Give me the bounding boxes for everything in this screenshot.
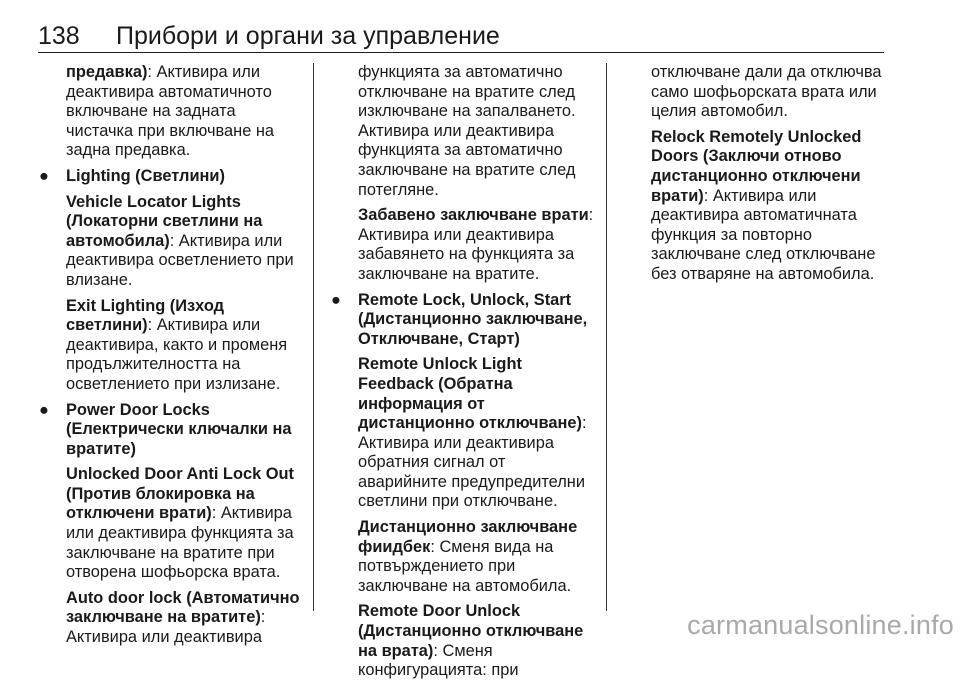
bullet-icon: ● [331,290,341,309]
description: : Активира или деактивира автоматичното включване на задната чистачка при включване на задна предавка. [66,63,275,160]
bullet-icon: ● [39,400,49,419]
term: Vehicle Locator Lights (Локаторни светлини на автомобила) [66,192,263,250]
paragraph [66,297,302,395]
paragraph [358,355,594,512]
section-title: Прибори и органи за управление [116,22,500,50]
term: Unlocked Door Anti Lock Out (Против блокировка на отключени врати) [66,465,294,523]
list-item [331,290,594,350]
paragraph [66,63,302,161]
description: : Активира или деактивира обратния сигнал от аварийните предупредителни светлини при отключване. [358,414,587,511]
description: отключване дали да отключва само шофьорската врата или целия автомобил. [651,63,882,121]
paragraph [651,63,887,122]
paragraph [66,589,302,648]
paragraph [66,193,302,291]
description: : Активира или деактивира функцията за заключване на вратите при отворена шофьорска врата. [66,504,294,582]
description: функцията за автоматично отключване на вратите след изключване на запалването. Активира или деактивира функцията за автоматично заключване на вратите след потегляне. [358,63,576,199]
term: Remote Door Unlock (Дистанционно отключване на врата) [358,602,584,660]
term: Remote Unlock Light Feedback (Обратна информация от дистанционно отключване) [358,355,582,433]
term: Exit Lighting (Изход светлини) [66,296,225,335]
term: Auto door lock (Автоматично заключване на вратите) [66,588,300,627]
term: предавка) [66,63,148,81]
watermark-text: carmanualsonline.info [687,610,954,640]
column-1 [39,63,302,654]
page-number: 138 [38,22,80,50]
description: : Активира или деактивира [66,608,266,647]
description: : Сменя вида на потвърждението при заключване на автомобила. [358,537,572,595]
item-title: Power Door Locks (Електрически ключалки на вратите) [66,400,292,458]
column-2 [331,63,594,687]
description: : Активира или деактивира забавянето на функцията за заключване на вратите. [358,206,594,283]
description: : Активира или деактивира, както и променя продължителността на осветлението при излизане. [66,316,288,393]
term: Забавено заключване врати [358,206,589,225]
bullet-icon: ● [39,166,49,185]
paragraph [358,63,594,200]
description: : Сменя конфигурацията: при [358,641,519,680]
paragraph [66,465,302,583]
term: Дистанционно заключване фиидбек [358,518,578,556]
description: : Активира или деактивира осветлението при влизане. [66,231,294,289]
paragraph [651,128,887,285]
item-title: Remote Lock, Unlock, Start (Дистанционно заключване, Отключване, Старт) [358,290,588,348]
column-divider-2 [606,63,607,611]
page-header [38,22,884,53]
paragraph [358,206,594,284]
item-title: Lighting (Светлини) [66,166,225,185]
list-item [39,166,302,187]
column-divider-1 [313,63,314,611]
paragraph [358,518,594,596]
description: : Активира или деактивира автоматичната функция за повторно заключване след отключване без отваряне на автомобила. [651,186,876,283]
term: Relock Remotely Unlocked Doors (Заключи отново дистанционно отключени врати) [651,127,862,205]
list-item [39,400,302,460]
column-3 [651,63,887,291]
